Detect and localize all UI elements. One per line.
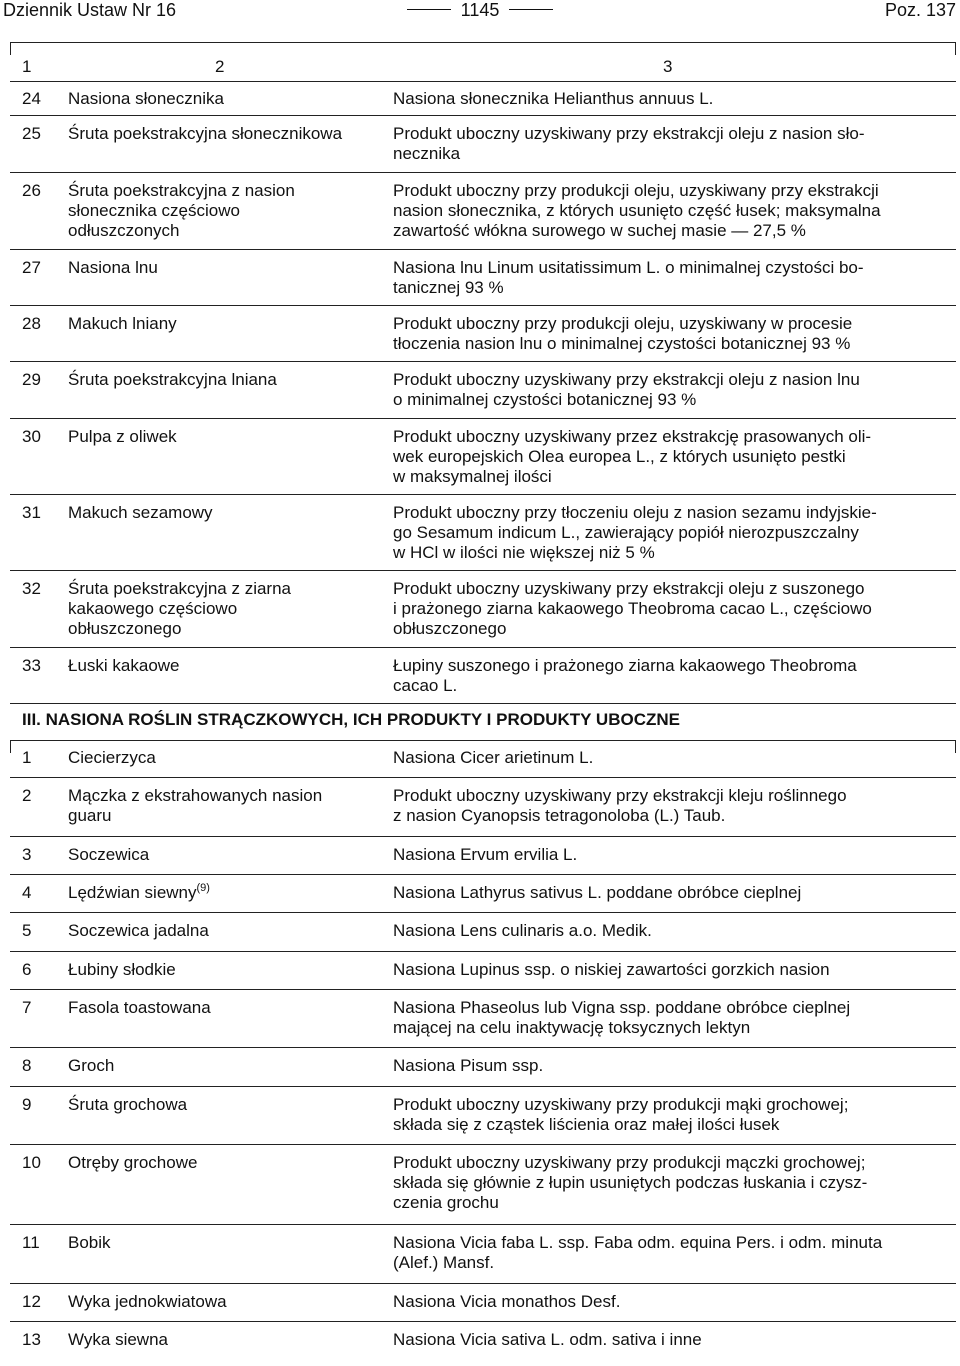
feed-name: Ciecierzyca — [68, 748, 156, 767]
feed-name: Fasola toastowana — [68, 998, 211, 1017]
dash-left — [407, 9, 451, 10]
row-separator — [10, 1224, 956, 1225]
feed-name: Soczewica — [68, 845, 150, 864]
feed-name: Mączka z ekstrahowanych nasion guaru — [68, 786, 323, 825]
row-number: 3 — [22, 845, 32, 864]
feed-description: Nasiona Vicia monathos Desf. — [393, 1292, 621, 1311]
feed-description: Łupiny suszonego i prażonego ziarna kakaowego Theobroma cacao L. — [393, 656, 857, 695]
feed-description: Produkt uboczny uzyskiwany przy ekstrakcji oleju z nasion lnu o minimalnej czystości botanicznej 93 % — [393, 370, 860, 409]
feed-description: Produkt uboczny uzyskiwany przy ekstrakcji oleju z nasion sło- necznika — [393, 124, 865, 163]
feed-description: Produkt uboczny uzyskiwany przy produkcji mączki grochowej; składa się głównie z łupin usuniętych podczas łuskania i czysz- czenia grochu — [393, 1153, 868, 1212]
row-separator — [10, 989, 956, 990]
feed-name: Wyka siewna — [68, 1330, 168, 1349]
row-number: 26 — [22, 181, 41, 200]
header-bottom-rule — [10, 81, 956, 82]
row-separator — [10, 1047, 956, 1048]
row-number: 25 — [22, 124, 41, 143]
footnote-marker: (9) — [196, 882, 210, 894]
feed-description: Nasiona Vicia sativa L. odm. sativa i inne — [393, 1330, 702, 1349]
feed-name: Otręby grochowe — [68, 1153, 198, 1172]
feed-name: Nasiona słonecznika — [68, 89, 224, 108]
feed-description: Produkt uboczny uzyskiwany przez ekstrakcję prasowanych oli- wek europejskich Olea europea L., z których usunięto pestki w maksymalnej ilości — [393, 427, 872, 486]
feed-description: Nasiona Pisum ssp. — [393, 1056, 544, 1075]
feed-description: Produkt uboczny przy produkcji oleju, uzyskiwany przy ekstrakcji nasion słonecznika, z których usunięto część łusek; maksymalna zawartość włókna surowego w suchej masie — 27,5 % — [393, 181, 881, 240]
row-number: 7 — [22, 998, 32, 1017]
feed-description: Nasiona lnu Linum usitatissimum L. o minimalnej czystości bo- tanicznej 93 % — [393, 258, 864, 297]
feed-name: Lędźwian siewny$^{(9)}$ — [68, 882, 210, 902]
feed-name: Śruta poekstrakcyjna z ziarna kakaowego częściowo obłuszczonego — [68, 579, 291, 638]
feed-name: Pulpa z oliwek — [68, 427, 177, 446]
table-top-rule — [10, 42, 956, 43]
feed-name: Wyka jednokwiatowa — [68, 1292, 227, 1311]
row-separator — [10, 874, 956, 875]
feed-description: Nasiona Lens culinaris a.o. Medik. — [393, 921, 652, 940]
row-separator — [10, 361, 956, 362]
row-separator — [10, 570, 956, 571]
feed-description: Produkt uboczny uzyskiwany przy ekstrakcji kleju roślinnego z nasion Cyanopsis tetragonoloba (L.) Taub. — [393, 786, 847, 825]
row-separator — [10, 1144, 956, 1145]
page-number-wrap — [0, 0, 960, 20]
feed-name: Makuch sezamowy — [68, 503, 213, 522]
row-number: 5 — [22, 921, 32, 940]
feed-description: Produkt uboczny przy tłoczeniu oleju z nasion sezamu indyjskie- go Sesamum indicum L., zawierający popiół nierozpuszczalny w HCl w ilości nie większej niż 5 % — [393, 503, 877, 562]
column-header-2: 2 — [215, 57, 225, 76]
row-separator — [10, 305, 956, 306]
feed-name: Soczewica jadalna — [68, 921, 209, 940]
table-right-tick — [955, 42, 956, 55]
row-separator — [10, 777, 956, 778]
row-separator — [10, 1086, 956, 1087]
position-number: Poz. 137 — [884, 0, 956, 20]
row-number: 30 — [22, 427, 41, 446]
row-separator — [10, 418, 956, 419]
row-number: 4 — [22, 883, 32, 902]
row-separator — [10, 115, 956, 116]
row-separator — [10, 172, 956, 173]
feed-description: Nasiona Phaseolus lub Vigna ssp. poddane obróbce cieplnej mającej na celu inaktywację toksycznych lektyn — [393, 998, 851, 1037]
dash-right — [509, 9, 553, 10]
row-number: 33 — [22, 656, 41, 675]
row-number: 29 — [22, 370, 41, 389]
row-separator — [10, 703, 956, 704]
row-separator — [10, 647, 956, 648]
page-number: 1145 — [460, 0, 500, 20]
row-number: 8 — [22, 1056, 32, 1075]
feed-description: Nasiona Vicia faba L. ssp. Faba odm. equina Pers. i odm. minuta (Alef.) Mansf. — [393, 1233, 883, 1272]
row-number: 11 — [22, 1233, 40, 1252]
feed-name: Bobik — [68, 1233, 111, 1252]
column-header-3: 3 — [663, 57, 673, 76]
row-number: 12 — [22, 1292, 41, 1311]
feed-name: Śruta poekstrakcyjna lniana — [68, 370, 277, 389]
page-header — [0, 0, 960, 22]
row-number: 2 — [22, 786, 32, 805]
column-header-1: 1 — [22, 57, 32, 76]
feed-description: Nasiona Ervum ervilia L. — [393, 845, 578, 864]
feed-name: Śruta grochowa — [68, 1095, 188, 1114]
journal-title: Dziennik Ustaw Nr 16 — [3, 0, 177, 20]
row-number: 9 — [22, 1095, 32, 1114]
section-rule — [10, 740, 956, 741]
row-separator — [10, 249, 956, 250]
row-separator — [10, 1321, 956, 1322]
section-right-tick — [955, 740, 956, 753]
feed-description: Nasiona słonecznika Helianthus annuus L. — [393, 89, 714, 108]
row-separator — [10, 951, 956, 952]
row-number: 24 — [22, 89, 41, 108]
feed-name: Łuski kakaowe — [68, 656, 180, 675]
feed-name: Makuch lniany — [68, 314, 177, 333]
feed-name: Łubiny słodkie — [68, 960, 176, 979]
feed-description: Produkt uboczny uzyskiwany przy ekstrakcji oleju z suszonego i prażonego ziarna kakaowego Theobroma cacao L., częściowo obłuszczonego — [393, 579, 872, 638]
feed-description: Nasiona Cicer arietinum L. — [393, 748, 594, 767]
table-left-tick — [10, 42, 11, 55]
feed-description: Nasiona Lupinus ssp. o niskiej zawartości gorzkich nasion — [393, 960, 830, 979]
row-separator — [10, 912, 956, 913]
row-number: 32 — [22, 579, 41, 598]
row-number: 28 — [22, 314, 41, 333]
feed-description: Produkt uboczny uzyskiwany przy produkcji mąki grochowej; składa się z cząstek liścienia oraz małej ilości łusek — [393, 1095, 849, 1134]
feed-name: Śruta poekstrakcyjna słonecznikowa — [68, 124, 343, 143]
row-number: 6 — [22, 960, 32, 979]
row-separator — [10, 494, 956, 495]
section-title: III. NASIONA ROŚLIN STRĄCZKOWYCH, ICH PRODUKTY I PRODUKTY UBOCZNE — [22, 710, 680, 729]
feed-description: Nasiona Lathyrus sativus L. poddane obróbce cieplnej — [393, 883, 802, 902]
row-separator — [10, 836, 956, 837]
feed-description: Produkt uboczny przy produkcji oleju, uzyskiwany w procesie tłoczenia nasion lnu o minimalnej czystości botanicznej 93 % — [393, 314, 853, 353]
row-separator — [10, 1283, 956, 1284]
feed-name: Śruta poekstrakcyjna z nasion słonecznika częściowo odłuszczonych — [68, 181, 295, 240]
row-number: 13 — [22, 1330, 41, 1349]
feed-name: Nasiona lnu — [68, 258, 158, 277]
section-left-tick — [10, 740, 11, 753]
feed-name: Groch — [68, 1056, 115, 1075]
row-number: 10 — [22, 1153, 41, 1172]
row-number: 31 — [22, 503, 41, 522]
row-number: 1 — [22, 748, 32, 767]
row-number: 27 — [22, 258, 41, 277]
